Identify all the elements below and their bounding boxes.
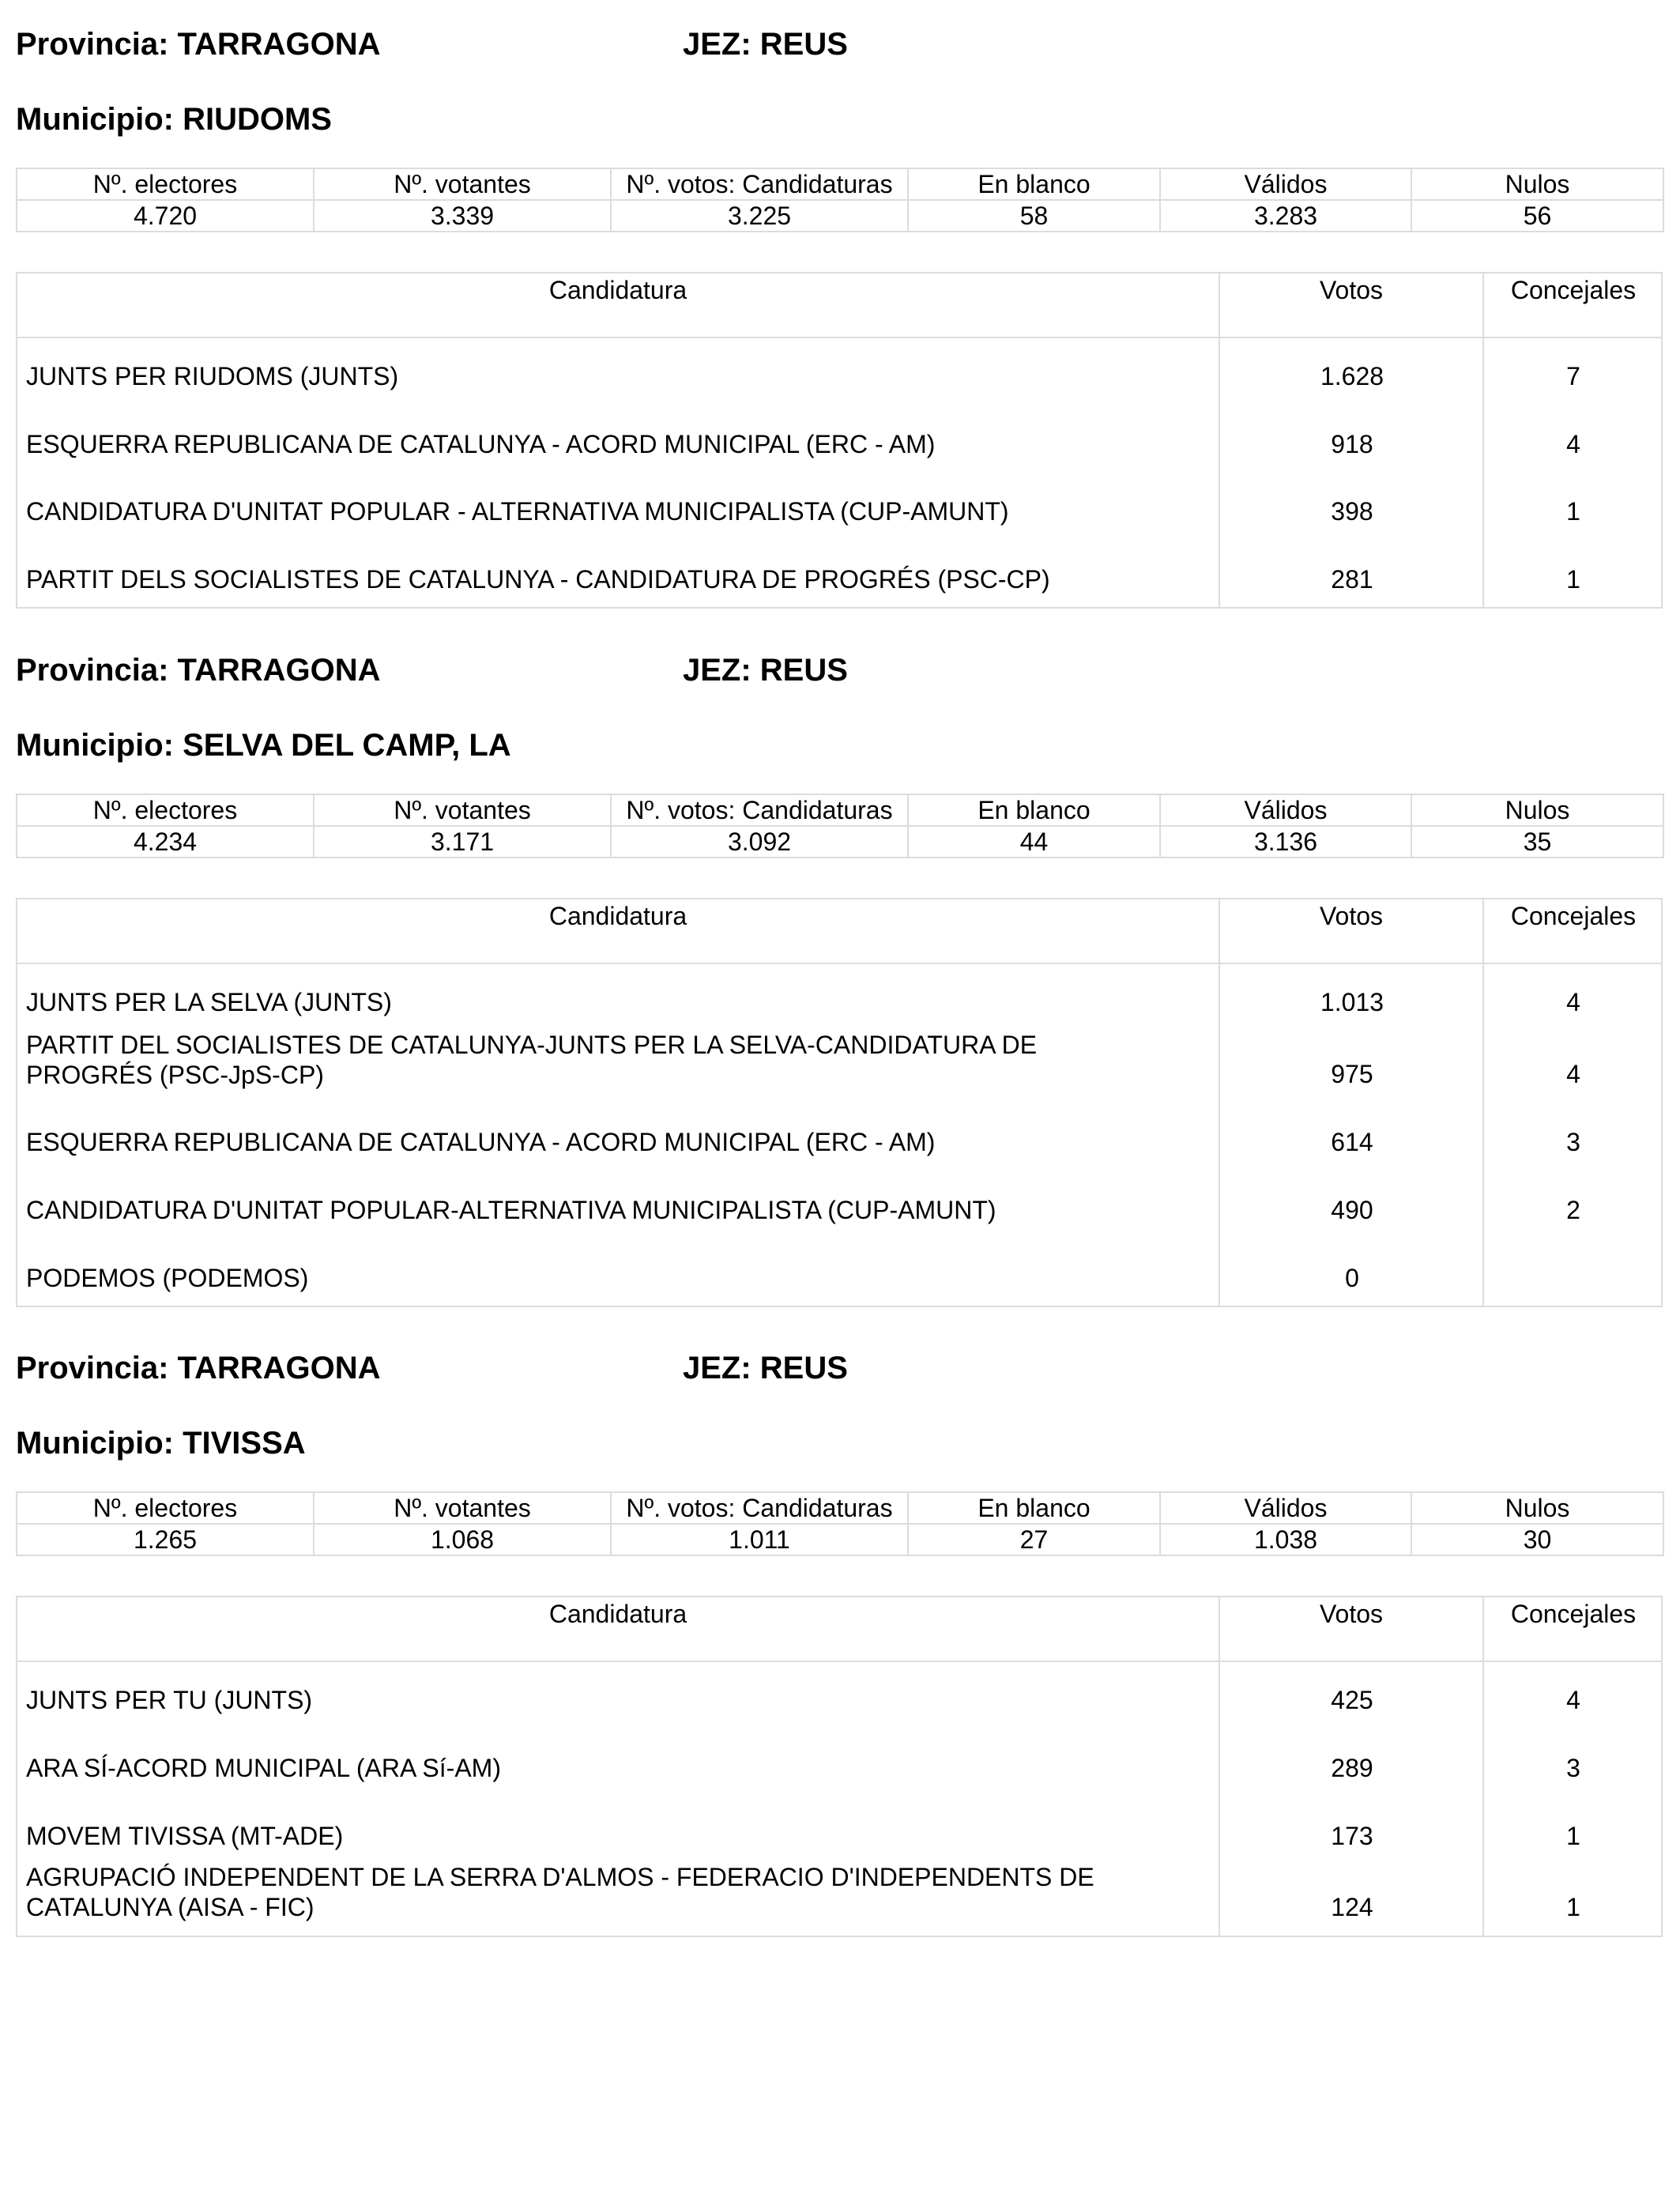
candidate-votes: 975: [1331, 1060, 1373, 1088]
summary-value-en-blanco: 44: [908, 826, 1160, 858]
candidate-votes: 490: [1331, 1196, 1373, 1224]
header-candidatura: Candidatura: [548, 902, 687, 930]
summary-header-votantes: Nº. votantes: [314, 794, 611, 826]
candidate-name: PARTIT DEL SOCIALISTES DE CATALUNYA-JUNTS PER LA SELVA-CANDIDATURA DE PROGRÉS (PSC-JpS-CP): [26, 1031, 1038, 1089]
candidates-table: [16, 272, 1663, 609]
candidate-seats: 4: [1566, 1686, 1580, 1714]
municipio-heading: Municipio: SELVA DEL CAMP, LA: [16, 728, 511, 763]
municipio-heading: Municipio: TIVISSA: [16, 1426, 306, 1461]
candidate-name: PARTIT DELS SOCIALISTES DE CATALUNYA - CANDIDATURA DE PROGRÉS (PSC-CP): [26, 565, 1050, 594]
header-candidatura: Candidatura: [548, 1600, 687, 1628]
candidate-votes: 1.013: [1320, 988, 1384, 1016]
candidate-name: AGRUPACIÓ INDEPENDENT DE LA SERRA D'ALMOS - FEDERACIO D'INDEPENDENTS DE CATALUNYA (AISA - FIC): [26, 1863, 1094, 1921]
summary-value-en-blanco: 58: [908, 200, 1160, 232]
summary-header-nulos: Nulos: [1411, 1492, 1663, 1524]
summary-value-row: [17, 826, 1663, 858]
candidate-seats: 4: [1566, 1060, 1580, 1088]
summary-value-votantes: 3.171: [314, 826, 611, 858]
candidate-name: ARA SÍ-ACORD MUNICIPAL (ARA Sí-AM): [26, 1754, 501, 1782]
summary-header-en-blanco: En blanco: [908, 1492, 1160, 1524]
candidate-seats: 1: [1566, 1822, 1580, 1850]
summary-header-validos: Válidos: [1160, 1492, 1411, 1524]
header-concejales: Concejales: [1510, 276, 1637, 304]
candidate-seats: 3: [1566, 1128, 1580, 1156]
candidate-seats: 1: [1566, 1893, 1580, 1921]
summary-header-row: [17, 168, 1663, 200]
header-candidatura: Candidatura: [548, 276, 687, 304]
header-votos: Votos: [1319, 902, 1384, 930]
summary-value-validos: 3.136: [1160, 826, 1411, 858]
candidate-votes: 398: [1331, 497, 1373, 526]
summary-header-validos: Válidos: [1160, 794, 1411, 826]
summary-table: [16, 168, 1664, 232]
provincia-heading: Provincia: TARRAGONA: [16, 1351, 381, 1385]
candidate-votes: 614: [1331, 1128, 1373, 1156]
candidate-name: MOVEM TIVISSA (MT-ADE): [26, 1822, 344, 1850]
summary-value-nulos: 30: [1411, 1524, 1663, 1555]
summary-value-votos-candidaturas: 3.225: [611, 200, 908, 232]
summary-value-nulos: 35: [1411, 826, 1663, 858]
summary-header-votantes: Nº. votantes: [314, 1492, 611, 1524]
summary-value-en-blanco: 27: [908, 1524, 1160, 1555]
summary-header-nulos: Nulos: [1411, 794, 1663, 826]
provincia-heading: Provincia: TARRAGONA: [16, 653, 381, 688]
candidate-seats: 7: [1566, 362, 1580, 390]
candidate-name: JUNTS PER RIUDOMS (JUNTS): [26, 362, 399, 390]
summary-value-electores: 1.265: [17, 1524, 314, 1555]
candidate-seats: 1: [1566, 565, 1580, 594]
candidate-name: JUNTS PER TU (JUNTS): [26, 1686, 313, 1714]
candidate-name: ESQUERRA REPUBLICANA DE CATALUNYA - ACORD MUNICIPAL (ERC - AM): [26, 430, 936, 458]
summary-header-en-blanco: En blanco: [908, 794, 1160, 826]
candidate-seats: 4: [1566, 430, 1580, 458]
candidates-table: [16, 1596, 1663, 1937]
summary-value-votantes: 1.068: [314, 1524, 611, 1555]
candidate-seats: 3: [1566, 1754, 1580, 1782]
municipio-heading: Municipio: RIUDOMS: [16, 102, 332, 137]
candidate-votes: 289: [1331, 1754, 1373, 1782]
summary-table: [16, 1491, 1664, 1556]
summary-header-votos-candidaturas: Nº. votos: Candidaturas: [611, 168, 908, 200]
summary-value-electores: 4.720: [17, 200, 314, 232]
candidate-seats: 4: [1566, 988, 1580, 1016]
summary-header-electores: Nº. electores: [17, 1492, 314, 1524]
summary-header-electores: Nº. electores: [17, 794, 314, 826]
provincia-heading: Provincia: TARRAGONA: [16, 27, 381, 62]
candidate-votes: 918: [1331, 430, 1373, 458]
header-concejales: Concejales: [1510, 902, 1637, 930]
summary-header-votantes: Nº. votantes: [314, 168, 611, 200]
candidate-name: JUNTS PER LA SELVA (JUNTS): [26, 988, 392, 1016]
summary-value-votos-candidaturas: 3.092: [611, 826, 908, 858]
candidate-name: ESQUERRA REPUBLICANA DE CATALUNYA - ACORD MUNICIPAL (ERC - AM): [26, 1128, 936, 1156]
jez-heading: JEZ: REUS: [683, 27, 848, 62]
header-votos: Votos: [1319, 276, 1384, 304]
summary-header-votos-candidaturas: Nº. votos: Candidaturas: [611, 794, 908, 826]
summary-table: [16, 794, 1664, 858]
candidate-votes: 1.628: [1320, 362, 1384, 390]
header-concejales: Concejales: [1510, 1600, 1637, 1628]
candidate-name: CANDIDATURA D'UNITAT POPULAR-ALTERNATIVA MUNICIPALISTA (CUP-AMUNT): [26, 1196, 996, 1224]
candidate-seats: 2: [1566, 1196, 1580, 1224]
summary-header-row: [17, 794, 1663, 826]
candidate-votes: 425: [1331, 1686, 1373, 1714]
summary-header-validos: Válidos: [1160, 168, 1411, 200]
summary-value-votos-candidaturas: 1.011: [611, 1524, 908, 1555]
candidates-table: [16, 898, 1663, 1307]
header-votos: Votos: [1319, 1600, 1384, 1628]
summary-value-row: [17, 200, 1663, 232]
candidate-seats: 1: [1566, 497, 1580, 526]
summary-value-nulos: 56: [1411, 200, 1663, 232]
jez-heading: JEZ: REUS: [683, 653, 848, 688]
candidate-name: CANDIDATURA D'UNITAT POPULAR - ALTERNATIVA MUNICIPALISTA (CUP-AMUNT): [26, 497, 1009, 526]
candidate-votes: 281: [1331, 565, 1373, 594]
summary-value-validos: 3.283: [1160, 200, 1411, 232]
summary-header-nulos: Nulos: [1411, 168, 1663, 200]
summary-header-votos-candidaturas: Nº. votos: Candidaturas: [611, 1492, 908, 1524]
summary-header-en-blanco: En blanco: [908, 168, 1160, 200]
candidate-votes: 0: [1345, 1264, 1359, 1292]
candidate-votes: 173: [1331, 1822, 1373, 1850]
summary-value-row: [17, 1524, 1663, 1555]
summary-value-electores: 4.234: [17, 826, 314, 858]
summary-header-row: [17, 1492, 1663, 1524]
jez-heading: JEZ: REUS: [683, 1351, 848, 1385]
candidate-votes: 124: [1331, 1893, 1373, 1921]
candidate-name: PODEMOS (PODEMOS): [26, 1264, 309, 1292]
summary-value-votantes: 3.339: [314, 200, 611, 232]
summary-value-validos: 1.038: [1160, 1524, 1411, 1555]
summary-header-electores: Nº. electores: [17, 168, 314, 200]
